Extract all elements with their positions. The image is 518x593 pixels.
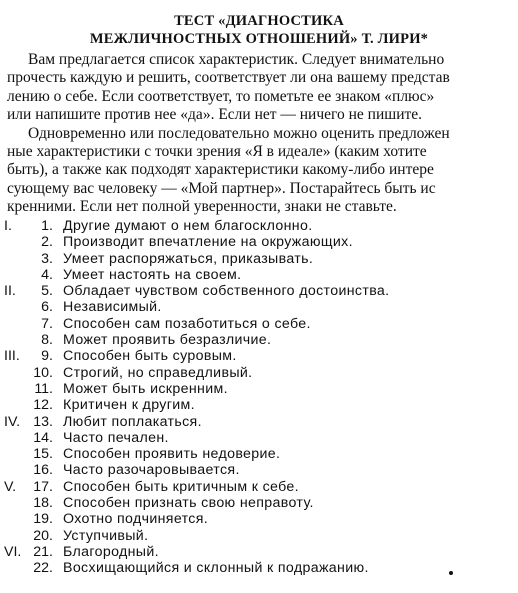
item-number: 9. — [41, 348, 53, 365]
item-number: 8. — [41, 332, 53, 349]
item-text: Часто печален. — [63, 429, 169, 446]
group-numeral: III. — [4, 348, 20, 365]
instructions-line: ные характеристики с точки зрения «Я в идеале» (каким хотите — [7, 142, 427, 160]
item-number: 3. — [41, 250, 53, 267]
print-speck — [449, 571, 453, 575]
group-numeral: I. — [4, 218, 12, 234]
group-numeral: V. — [4, 478, 17, 495]
instructions-line: быть), а также как подходят характеристики какому-либо интере — [7, 161, 434, 179]
item-number: 17. — [33, 478, 53, 495]
instructions-line: лению о себе. Если соответствует, то пометьте ее знаком «плюс» — [7, 87, 435, 105]
instructions-line: прочесть каждую и решить, соответствует ли она вашему представ — [7, 69, 450, 87]
item-text: Производит впечатление на окружающих. — [63, 234, 353, 251]
list-item — [0, 560, 518, 576]
item-text: Может проявить безразличие. — [63, 332, 272, 349]
item-text: Способен признать свою неправоту. — [63, 495, 314, 512]
list-item — [0, 283, 518, 299]
item-text: Восхищающийся и склонный к подражанию. — [63, 560, 369, 577]
item-text: Уступчивый. — [63, 527, 149, 544]
item-number: 5. — [41, 283, 53, 300]
item-number: 22. — [33, 560, 53, 577]
instructions-line: Одновременно или последовательно можно оценить предложен — [28, 124, 450, 142]
item-number: 10. — [33, 364, 53, 381]
list-item — [0, 414, 518, 430]
list-item — [0, 397, 518, 413]
list-item — [0, 218, 518, 234]
item-number: 21. — [33, 543, 53, 560]
item-text: Охотно подчиняется. — [63, 511, 209, 528]
item-number: 2. — [41, 234, 53, 251]
item-text: Способен быть критичным к себе. — [63, 478, 299, 495]
list-item — [0, 299, 518, 315]
document-title-line-2: МЕЖЛИЧНОСТНЫХ ОТНОШЕНИЙ» Т. ЛИРИ* — [89, 31, 429, 47]
characteristics-list — [0, 218, 518, 577]
list-item — [0, 544, 518, 560]
list-item — [0, 251, 518, 267]
item-number: 12. — [33, 397, 53, 414]
list-item — [0, 332, 518, 348]
group-numeral: VI. — [4, 543, 22, 560]
instructions-line: сующему вас человеку — «Мой партнер». Постарайтесь быть ис — [7, 179, 436, 197]
item-number: 16. — [33, 462, 53, 479]
item-text: Любит поплакаться. — [63, 413, 202, 430]
item-text: Другие думают о нем благосклонно. — [63, 218, 313, 234]
item-number: 14. — [33, 429, 53, 446]
item-text: Независимый. — [63, 299, 162, 316]
document-title-line-1: ТЕСТ «ДИАГНОСТИКА — [174, 13, 344, 29]
item-text: Благородный. — [63, 543, 159, 560]
item-text: Строгий, но справедливый. — [63, 364, 253, 381]
item-number: 20. — [33, 527, 53, 544]
list-item — [0, 462, 518, 478]
item-text: Может быть искренним. — [63, 380, 228, 397]
item-text: Критичен к другим. — [63, 397, 195, 414]
item-text: Обладает чувством собственного достоинства. — [63, 283, 390, 300]
instructions-paragraph — [0, 51, 518, 217]
item-number: 18. — [33, 495, 53, 512]
item-text: Умеет настоять на своем. — [63, 266, 242, 283]
item-text: Умеет распоряжаться, приказывать. — [63, 250, 314, 267]
list-item — [0, 430, 518, 446]
list-item — [0, 348, 518, 364]
list-item — [0, 495, 518, 511]
list-item — [0, 511, 518, 527]
group-numeral: IV. — [4, 413, 21, 430]
instructions-line: кренними. Если нет полной уверенности, знаки не ставьте. — [7, 198, 397, 216]
item-number: 11. — [34, 380, 53, 397]
group-numeral: II. — [4, 283, 16, 300]
list-item — [0, 316, 518, 332]
instructions-line: Вам предлагается список характеристик. Следует внимательно — [28, 51, 445, 68]
item-number: 6. — [41, 299, 53, 316]
list-item — [0, 446, 518, 462]
instructions-line: или напишите против нее «да». Если нет — ничего не пишите. — [7, 106, 423, 124]
item-text: Способен быть суровым. — [63, 348, 237, 365]
list-item — [0, 365, 518, 381]
item-text: Часто разочаровывается. — [63, 462, 240, 479]
list-item — [0, 528, 518, 544]
item-number: 15. — [33, 446, 53, 463]
list-item — [0, 479, 518, 495]
list-item — [0, 381, 518, 397]
item-text: Способен сам позаботиться о себе. — [63, 315, 311, 332]
item-text: Способен проявить недоверие. — [63, 446, 281, 463]
list-item — [0, 267, 518, 283]
item-number: 7. — [41, 315, 53, 332]
item-number: 1. — [41, 218, 53, 234]
item-number: 19. — [33, 511, 53, 528]
item-number: 4. — [41, 266, 53, 283]
list-item — [0, 234, 518, 250]
item-number: 13. — [33, 413, 53, 430]
